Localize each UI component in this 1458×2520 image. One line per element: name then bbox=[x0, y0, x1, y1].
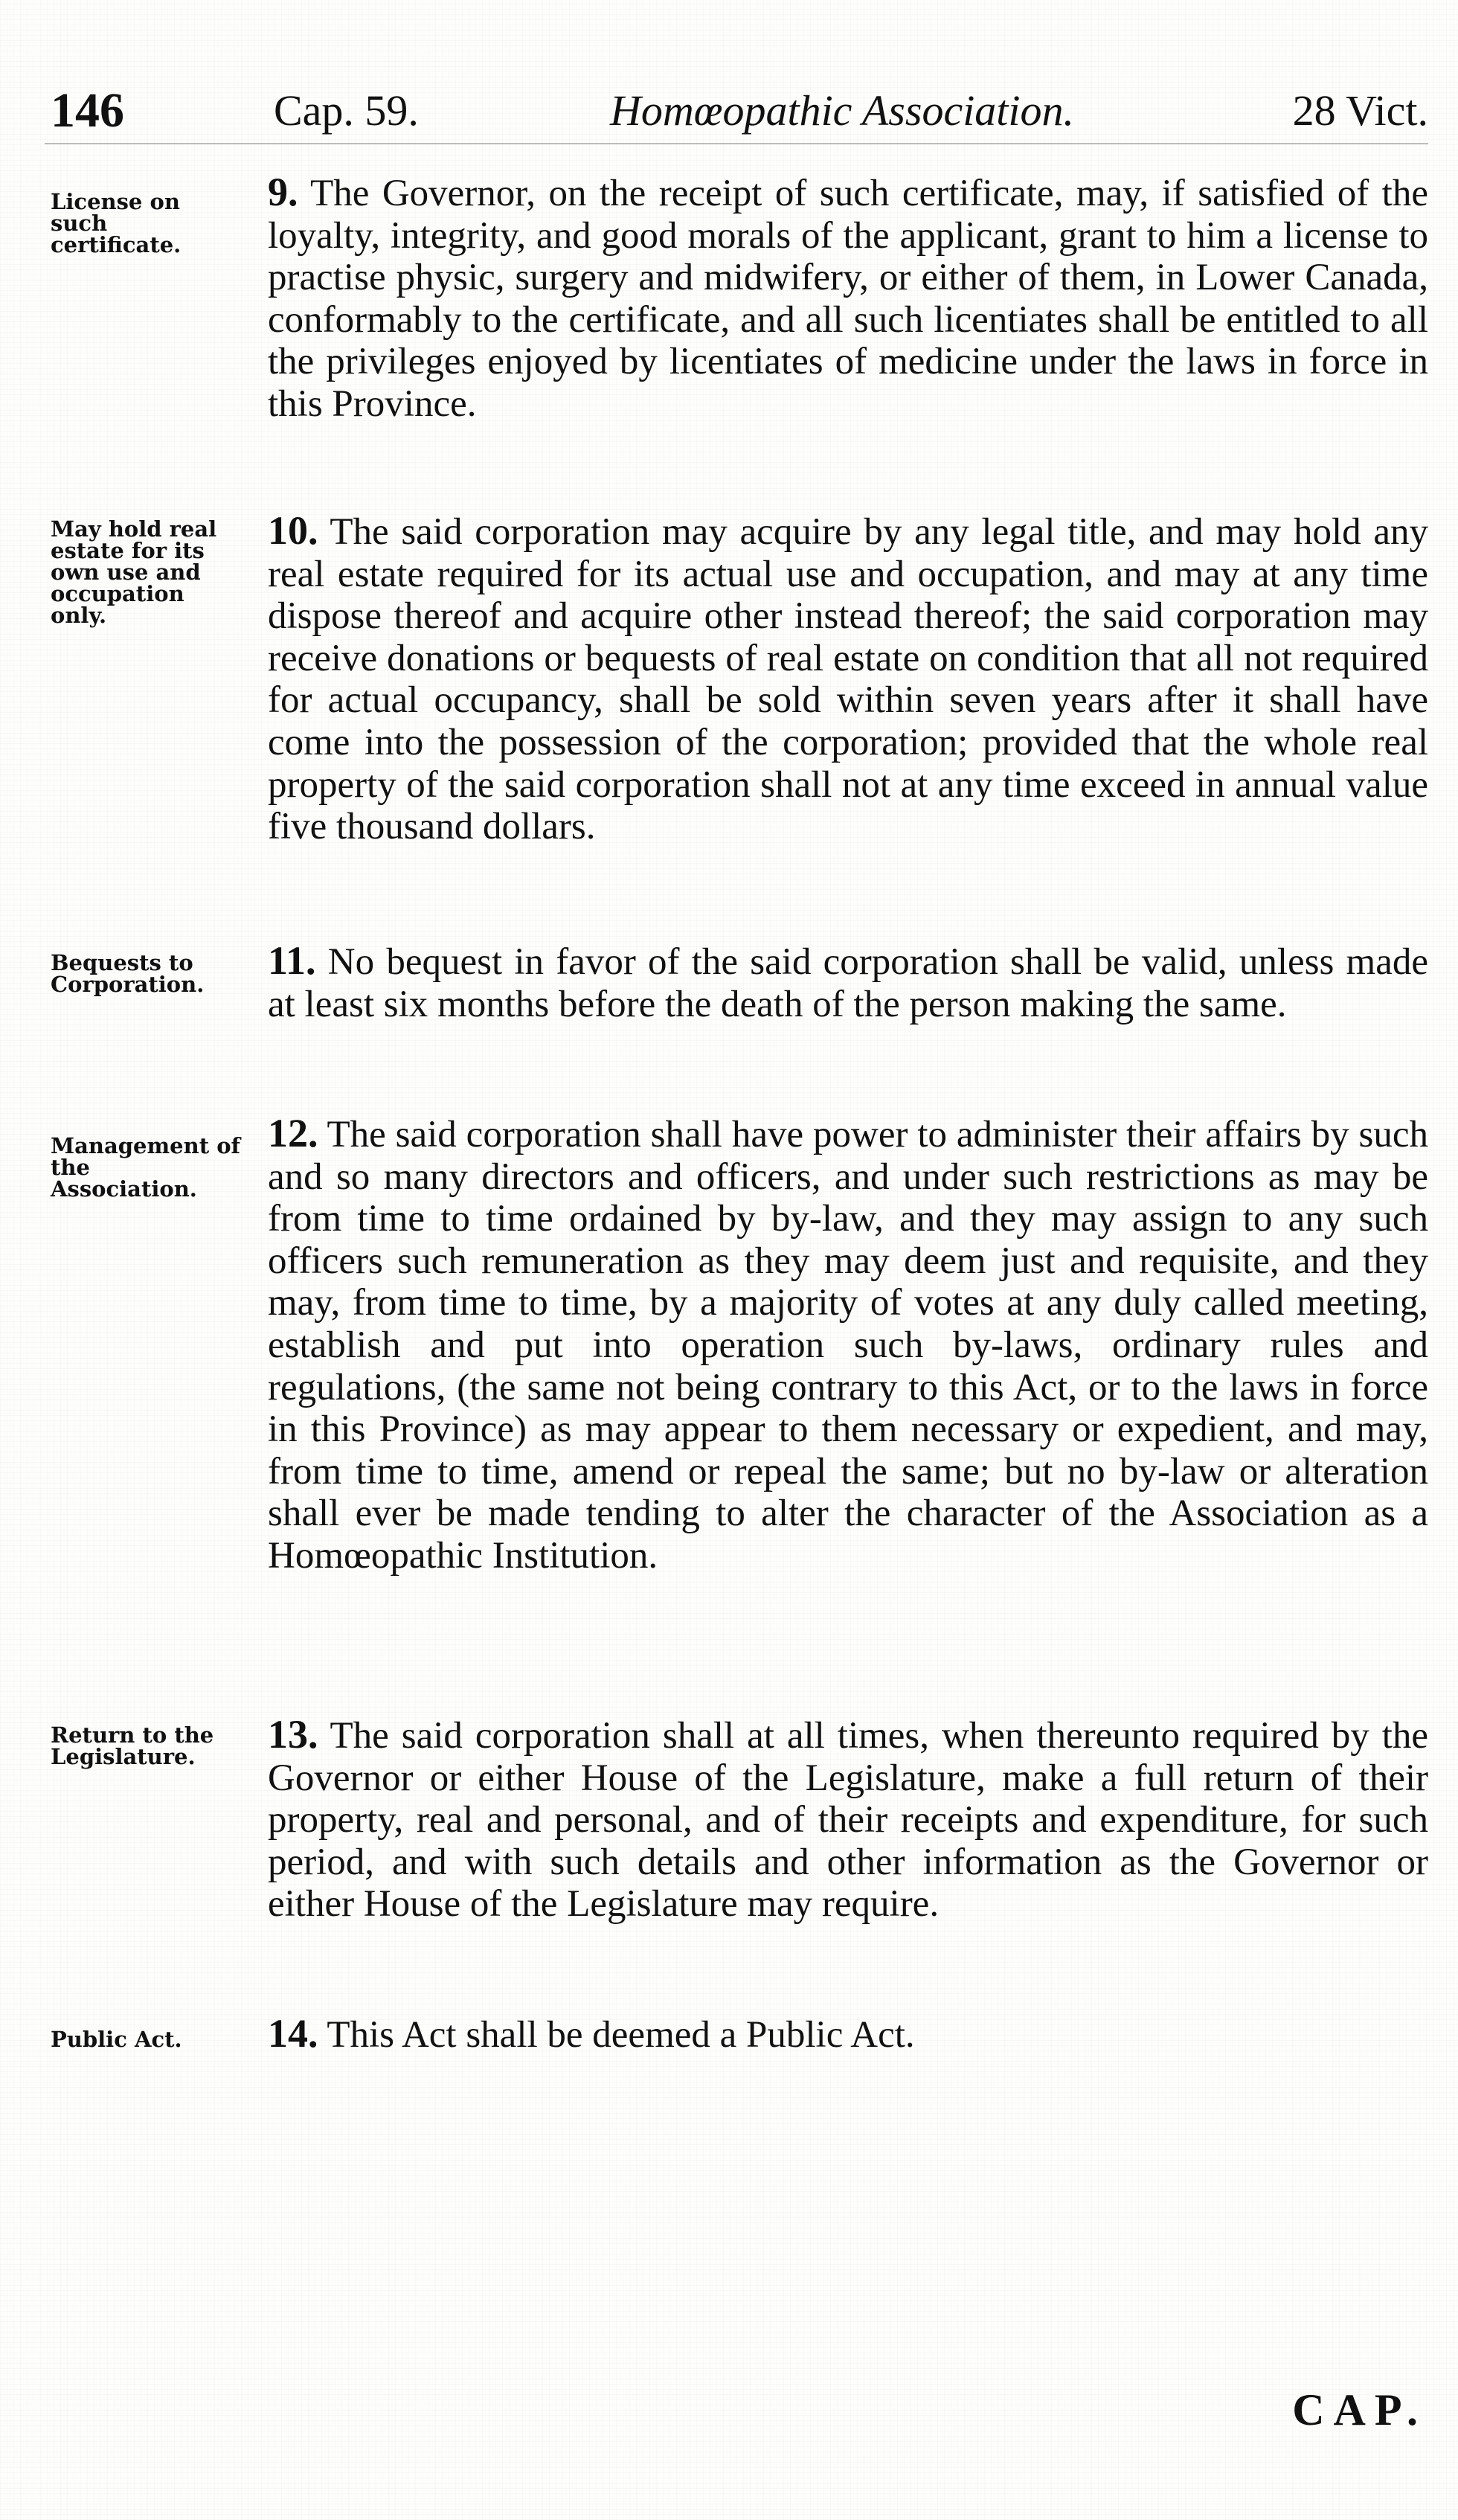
section-12 bbox=[268, 1112, 1428, 1577]
section-text: The said corporation may acquire by any legal title, and may hold any real estate required for its actual use and occupation, and may at any time dispose thereof and acquire other instead thereof; the said corporation may receive donations or bequests of real estate on condition that all not required for actual occupancy, shall be sold within seven years after it shall have come into the possession of the corporation; provided that the whole real property of the said corporation shall not at any time exceed in annual value five thousand dollars. bbox=[268, 511, 1428, 848]
section-text: The said corporation shall have power to administer their affairs by such and so many directors and officers, and under such restrictions as may be from time to time ordained by by-law, and they may assign to any such officers such remuneration as they may deem just and requisite, and they may, from time to time, by a majority of votes at any duly called meeting, establish and put into operation such by-laws, ordinary rules and regulations, (the same not being contrary to this Act, or to the laws in force in this Province) as may appear to them necessary or expedient, and may, from time to time, amend or repeal the same; but no by-law or alteration shall ever be made tending to alter the character of the Association as a Homœopathic Institution. bbox=[268, 1114, 1428, 1577]
margin-note-12: Management of the Association. bbox=[51, 1133, 241, 1202]
catchword: CAP. bbox=[1292, 2385, 1427, 2434]
section-text: The said corporation shall at all times, when thereunto required by the Governor or either House of the Legislature, make a full return of their property, real and personal, and of their receipts and expenditure, for such period, and with such details and other information as the Governor or either House of the Legislature may require. bbox=[268, 1715, 1428, 1926]
section-number: 12. bbox=[268, 1111, 318, 1155]
section-9 bbox=[268, 171, 1428, 426]
margin-note-9: License on such certificate. bbox=[51, 189, 182, 257]
margin-note-10: May hold real estate for its own use and occupation only. bbox=[51, 516, 217, 628]
section-number: 13. bbox=[268, 1712, 318, 1757]
section-number: 9. bbox=[268, 170, 298, 214]
chapter-label: Cap. 59. bbox=[274, 86, 419, 135]
section-number: 10. bbox=[268, 508, 318, 553]
section-11 bbox=[268, 940, 1428, 1025]
running-title: Homœopathic Association. bbox=[610, 86, 1075, 135]
margin-note-13: Return to the Legislature. bbox=[51, 1722, 214, 1769]
section-10 bbox=[268, 510, 1428, 848]
section-number: 11. bbox=[268, 938, 316, 983]
regnal-year: 28 Vict. bbox=[1292, 86, 1428, 135]
page-number: 146 bbox=[51, 83, 124, 138]
section-number: 14. bbox=[268, 2011, 318, 2056]
section-14 bbox=[268, 2013, 1428, 2056]
margin-note-14: Public Act. bbox=[51, 2027, 182, 2052]
section-text: The Governor, on the receipt of such certificate, may, if satisfied of the loyalty, integrity, and good morals of the applicant, grant to him a license to practise physic, surgery and midwifery, or either of them, in Lower Canada, conformably to the certificate, and all such licentiates shall be entitled to all the privileges enjoyed by licentiates of medicine under the laws in force in this Province. bbox=[268, 173, 1428, 425]
section-13 bbox=[268, 1713, 1428, 1926]
margin-note-11: Bequests to Corporation. bbox=[51, 950, 205, 997]
header-rule bbox=[45, 143, 1428, 144]
section-text: This Act shall be deemed a Public Act. bbox=[327, 2014, 915, 2056]
section-text: No bequest in favor of the said corporation shall be valid, unless made at least six months before the death of the person making the same. bbox=[268, 941, 1429, 1025]
running-header bbox=[45, 77, 1428, 144]
